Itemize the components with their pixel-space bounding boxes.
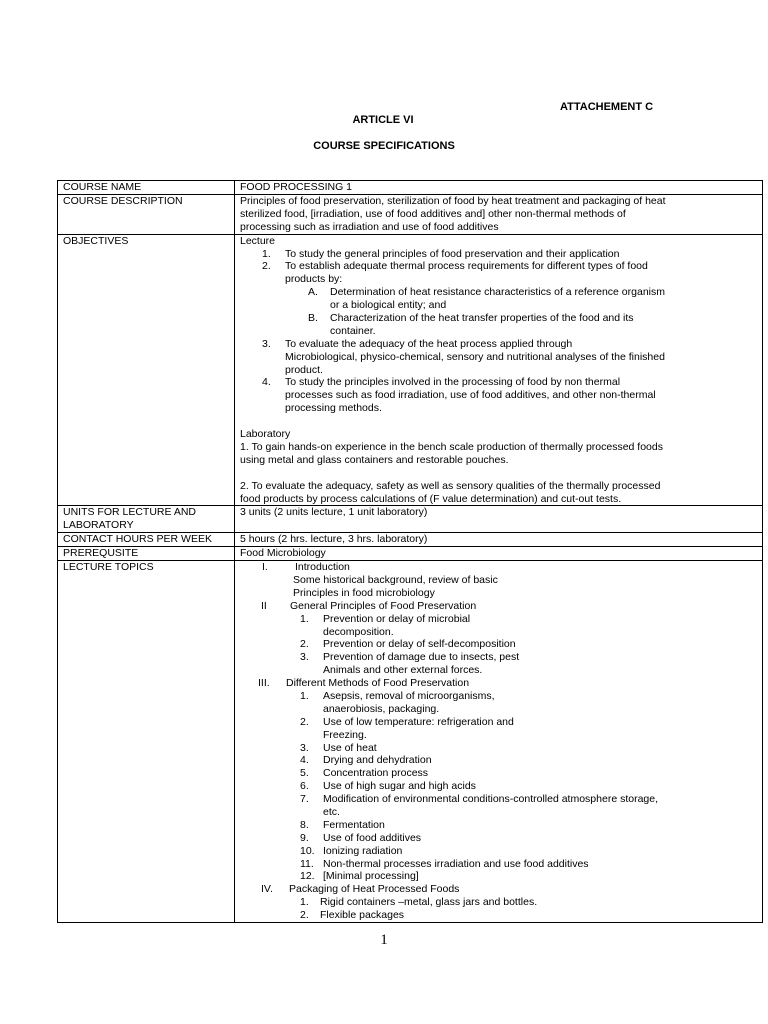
objective-line	[240, 299, 762, 312]
topic-number: 11.	[300, 857, 314, 870]
lab-objective-line: 2. To evaluate the adequacy, safety as well as sensory qualities of the thermally processed	[240, 479, 661, 492]
topic-text: Different Methods of Food Preservation	[286, 677, 470, 690]
objectives-label: OBJECTIVES	[58, 234, 235, 506]
topic-line	[240, 561, 762, 574]
topic-number: 7.	[300, 793, 309, 806]
topic-number: 9.	[300, 831, 309, 844]
lecture-topics-label: LECTURE TOPICS	[58, 561, 235, 923]
topic-line	[240, 909, 762, 922]
objective-text: processes such as food irradiation, use of food additives, and other non-thermal	[285, 389, 656, 402]
objective-line	[240, 248, 762, 261]
topic-line	[240, 780, 762, 793]
topic-line	[240, 600, 762, 613]
objective-text: To evaluate the adequacy of the heat process applied through	[285, 337, 573, 350]
objective-text: or a biological entity; and	[330, 299, 447, 312]
topic-text: Concentration process	[323, 767, 429, 780]
objective-text: products by:	[285, 273, 343, 286]
units-label-line: LABORATORY	[63, 519, 134, 532]
topic-line	[240, 870, 762, 883]
topic-text: Use of high sugar and high acids	[323, 780, 476, 793]
table-row-units	[58, 506, 763, 533]
document-title: COURSE SPECIFICATIONS	[313, 140, 455, 152]
topic-text: Animals and other external forces.	[323, 664, 483, 677]
objective-line	[240, 338, 762, 351]
topic-text: anaerobiosis, packaging.	[323, 702, 440, 715]
topic-line	[240, 703, 762, 716]
topic-text: Flexible packages	[320, 909, 405, 922]
lecture-heading: Lecture	[240, 234, 276, 247]
objective-text: To study the general principles of food preservation and their application	[285, 247, 620, 260]
contact-hours-value: 5 hours (2 hrs. lecture, 3 hrs. laboratory)	[235, 533, 763, 547]
topic-text: Drying and dehydration	[323, 754, 432, 767]
units-label	[58, 506, 235, 533]
topic-number: III.	[258, 677, 270, 690]
article-heading-text: ARTICLE VI	[352, 114, 414, 126]
topic-line	[240, 587, 762, 600]
objective-number: 3.	[262, 337, 271, 350]
topic-text: Use of low temperature: refrigeration and	[323, 715, 514, 728]
topic-line	[240, 767, 762, 780]
topic-text: Fermentation	[323, 818, 385, 831]
contact-hours-label: CONTACT HOURS PER WEEK	[58, 533, 235, 547]
table-row-course-name	[58, 181, 763, 195]
objective-number: A.	[308, 286, 318, 299]
topic-line	[240, 832, 762, 845]
lecture-objectives-list	[240, 248, 762, 416]
objective-text: container.	[330, 324, 376, 337]
objective-text: processing methods.	[285, 402, 382, 415]
topic-text: Principles in food microbiology	[293, 586, 435, 599]
topic-line	[240, 664, 762, 677]
table-row-objectives	[58, 234, 763, 506]
topic-line	[240, 716, 762, 729]
topic-line	[240, 858, 762, 871]
topic-line	[240, 896, 762, 909]
topic-text: Prevention or delay of self-decomposition	[323, 638, 516, 651]
topic-text: Use of food additives	[323, 831, 422, 844]
prerequisite-label: PREREQUSITE	[58, 547, 235, 561]
topic-line	[240, 651, 762, 664]
units-value: 3 units (2 units lecture, 1 unit laboratory)	[235, 506, 763, 533]
lab-objective-line: 1. To gain hands-on experience in the bench scale production of thermally processed foods	[240, 440, 663, 453]
topic-line	[240, 806, 762, 819]
objective-number: 1.	[262, 247, 271, 260]
topic-text: Rigid containers –metal, glass jars and bottles.	[320, 896, 538, 909]
description-line: processing such as irradiation and use of food additives	[240, 220, 499, 233]
topic-line	[240, 883, 762, 896]
objective-line	[240, 389, 762, 402]
topic-line	[240, 613, 762, 626]
topic-line	[240, 574, 762, 587]
topic-number: 1.	[300, 612, 309, 625]
topic-number: 10.	[300, 844, 315, 857]
topic-text: decomposition.	[323, 625, 394, 638]
topic-number: 2.	[300, 638, 309, 651]
topic-number: 1.	[300, 896, 309, 909]
topic-text: Ionizing radiation	[323, 844, 403, 857]
objective-line	[240, 273, 762, 286]
topic-line	[240, 638, 762, 651]
objective-text: Microbiological, physico-chemical, sensory and nutritional analyses of the finished	[285, 350, 665, 363]
topic-line	[240, 729, 762, 742]
topic-number: 3.	[300, 741, 309, 754]
prerequisite-value: Food Microbiology	[235, 547, 763, 561]
table-row-prerequisite	[58, 547, 763, 561]
topic-text: General Principles of Food Preservation	[290, 599, 477, 612]
topic-number: 4.	[300, 754, 309, 767]
topic-number: 2.	[300, 715, 309, 728]
course-spec-table	[57, 180, 763, 923]
objective-line	[240, 286, 762, 299]
topic-line	[240, 626, 762, 639]
course-description-label: COURSE DESCRIPTION	[58, 194, 235, 234]
topic-number: 6.	[300, 780, 309, 793]
topic-text: Freezing.	[323, 728, 367, 741]
topic-text: etc.	[323, 805, 340, 818]
lab-objective-line: food products by process calculations of (F value determination) and cut-out tests.	[240, 492, 622, 505]
topic-line	[240, 793, 762, 806]
objective-text: To establish adequate thermal process requirements for different types of food	[285, 260, 648, 273]
units-label-line: UNITS FOR LECTURE AND	[63, 506, 197, 519]
objective-text: product.	[285, 363, 323, 376]
table-row-lecture-topics	[58, 561, 763, 923]
topic-number: 12.	[300, 870, 315, 883]
topic-text: Packaging of Heat Processed Foods	[289, 883, 460, 896]
topic-line	[240, 754, 762, 767]
objective-line	[240, 402, 762, 415]
objective-text: Characterization of the heat transfer properties of the food and its	[330, 311, 634, 324]
topic-number: 5.	[300, 767, 309, 780]
objectives-value	[235, 234, 763, 506]
topic-text: Prevention or delay of microbial	[323, 612, 471, 625]
course-description-value	[235, 194, 763, 234]
table-row-course-description	[58, 194, 763, 234]
topic-text: Non-thermal processes irradiation and use food additives	[323, 857, 589, 870]
description-line: sterilized food, [irradiation, use of food additives and] other non-thermal methods of	[240, 207, 626, 220]
topic-number: 8.	[300, 818, 309, 831]
objective-number: 2.	[262, 260, 271, 273]
article-heading	[0, 114, 768, 126]
topic-text: Use of heat	[323, 741, 377, 754]
objective-line	[240, 364, 762, 377]
description-line: Principles of food preservation, sterilization of food by heat treatment and packaging of heat	[240, 194, 666, 207]
objective-line	[240, 325, 762, 338]
topic-number: I.	[262, 561, 268, 574]
topic-number: II	[261, 599, 267, 612]
topic-line	[240, 677, 762, 690]
objective-line	[240, 376, 762, 389]
objective-line	[240, 312, 762, 325]
topic-text: Some historical background, review of basic	[293, 573, 498, 586]
topic-text: Introduction	[295, 561, 350, 574]
topic-text: Prevention of damage due to insects, pest	[323, 651, 520, 664]
objective-line	[240, 351, 762, 364]
objective-number: 4.	[262, 376, 271, 389]
objective-line	[240, 260, 762, 273]
topic-number: IV.	[261, 883, 273, 896]
topic-number: 2.	[300, 909, 309, 922]
course-name-value: FOOD PROCESSING 1	[235, 181, 763, 195]
course-name-label: COURSE NAME	[58, 181, 235, 195]
laboratory-heading: Laboratory	[240, 428, 291, 440]
lab-objective-line: using metal and glass containers and restorable pouches.	[240, 453, 509, 466]
lecture-topics-value	[235, 561, 763, 923]
objective-text: Determination of heat resistance characteristics of a reference organism	[330, 286, 665, 299]
objective-number: B.	[308, 311, 318, 324]
topic-line	[240, 742, 762, 755]
attachment-label: ATTACHEMENT C	[560, 101, 654, 113]
topic-number: 3.	[300, 651, 309, 664]
page-number: 1	[380, 932, 388, 948]
table-row-contact-hours	[58, 533, 763, 547]
lecture-topics-list	[240, 561, 762, 922]
topic-text: Modification of environmental conditions-controlled atmosphere storage,	[323, 793, 659, 806]
topic-line	[240, 690, 762, 703]
topic-number: 1.	[300, 689, 309, 702]
topic-line	[240, 845, 762, 858]
topic-text: [Minimal processing]	[323, 870, 419, 883]
topic-text: Asepsis, removal of microorganisms,	[323, 689, 495, 702]
topic-line	[240, 819, 762, 832]
objective-text: To study the principles involved in the processing of food by non thermal	[285, 376, 621, 389]
